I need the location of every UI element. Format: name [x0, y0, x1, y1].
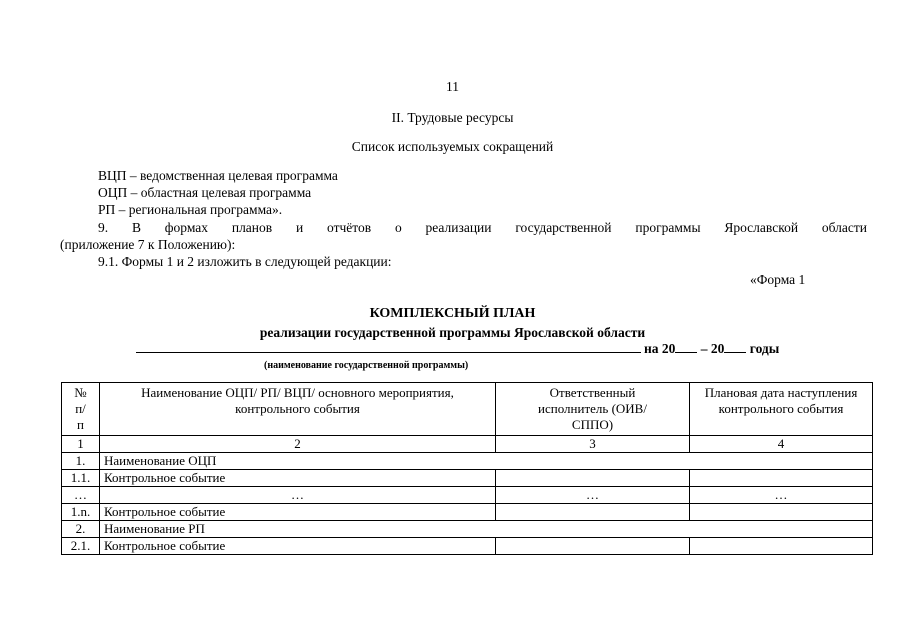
- row-number: 1.: [62, 453, 100, 470]
- paragraph-9-1: 9.1. Формы 1 и 2 изложить в следующей редакции:: [98, 254, 392, 269]
- column-number: 3: [496, 436, 690, 453]
- years-dash: – 20: [697, 341, 725, 356]
- abbreviation-rp: РП – региональная программа».: [98, 202, 283, 217]
- table-row: [62, 521, 873, 538]
- header-planned-date: Плановая дата наступления контрольного события: [690, 383, 873, 436]
- row-planned-date: [690, 538, 873, 555]
- page-number: 11: [446, 79, 459, 94]
- section-title: II. Трудовые ресурсы: [391, 110, 514, 125]
- abbreviations-heading: Список используемых сокращений: [351, 139, 554, 154]
- column-numbers-row: [62, 436, 873, 453]
- table-row: [62, 453, 873, 470]
- row-planned-date: [690, 504, 873, 521]
- row-name: Наименование ОЦП: [100, 453, 873, 470]
- row-responsible: [496, 470, 690, 487]
- complex-plan-table: [61, 382, 873, 555]
- year-end-blank: [724, 341, 746, 353]
- table-row: [62, 470, 873, 487]
- row-name: Контрольное событие: [100, 504, 496, 521]
- program-name-line: [136, 352, 641, 353]
- row-name: …: [100, 487, 496, 504]
- program-name-caption: (наименование государственной программы): [264, 360, 469, 371]
- plan-subtitle: реализации государственной программы Ярославской области: [259, 325, 646, 340]
- row-planned-date: …: [690, 487, 873, 504]
- row-name: Контрольное событие: [100, 538, 496, 555]
- header-number: № п/п: [62, 383, 100, 436]
- paragraph-9-line-1: 9. В формах планов и отчётов о реализации государственной программы Ярославской области: [98, 220, 867, 235]
- year-start-blank: [675, 341, 697, 353]
- table-row: [62, 487, 873, 504]
- paragraph-9-line-2: (приложение 7 к Положению):: [60, 237, 236, 252]
- row-planned-date: [690, 470, 873, 487]
- row-responsible: [496, 538, 690, 555]
- years-range: [644, 341, 779, 357]
- column-number: 2: [100, 436, 496, 453]
- table-row: [62, 538, 873, 555]
- row-number: …: [62, 487, 100, 504]
- paragraph-9: [60, 219, 867, 253]
- years-prefix: на 20: [644, 341, 676, 356]
- column-number: 1: [62, 436, 100, 453]
- form-label: «Форма 1: [750, 272, 806, 287]
- header-responsible: Ответственный исполнитель (ОИВ/ СППО): [496, 383, 690, 436]
- header-name: Наименование ОЦП/ РП/ ВЦП/ основного мероприятия, контрольного события: [100, 383, 496, 436]
- years-suffix: годы: [746, 341, 780, 356]
- row-number: 1.n.: [62, 504, 100, 521]
- abbreviation-vcp: ВЦП – ведомственная целевая программа: [98, 168, 338, 183]
- row-responsible: …: [496, 487, 690, 504]
- row-number: 2.: [62, 521, 100, 538]
- row-responsible: [496, 504, 690, 521]
- row-name: Наименование РП: [100, 521, 873, 538]
- column-number: 4: [690, 436, 873, 453]
- table-row: [62, 504, 873, 521]
- abbreviation-ocp: ОЦП – областная целевая программа: [98, 185, 312, 200]
- row-name: Контрольное событие: [100, 470, 496, 487]
- row-number: 2.1.: [62, 538, 100, 555]
- plan-title: КОМПЛЕКСНЫЙ ПЛАН: [369, 306, 536, 321]
- row-number: 1.1.: [62, 470, 100, 487]
- table-header-row: [62, 383, 873, 436]
